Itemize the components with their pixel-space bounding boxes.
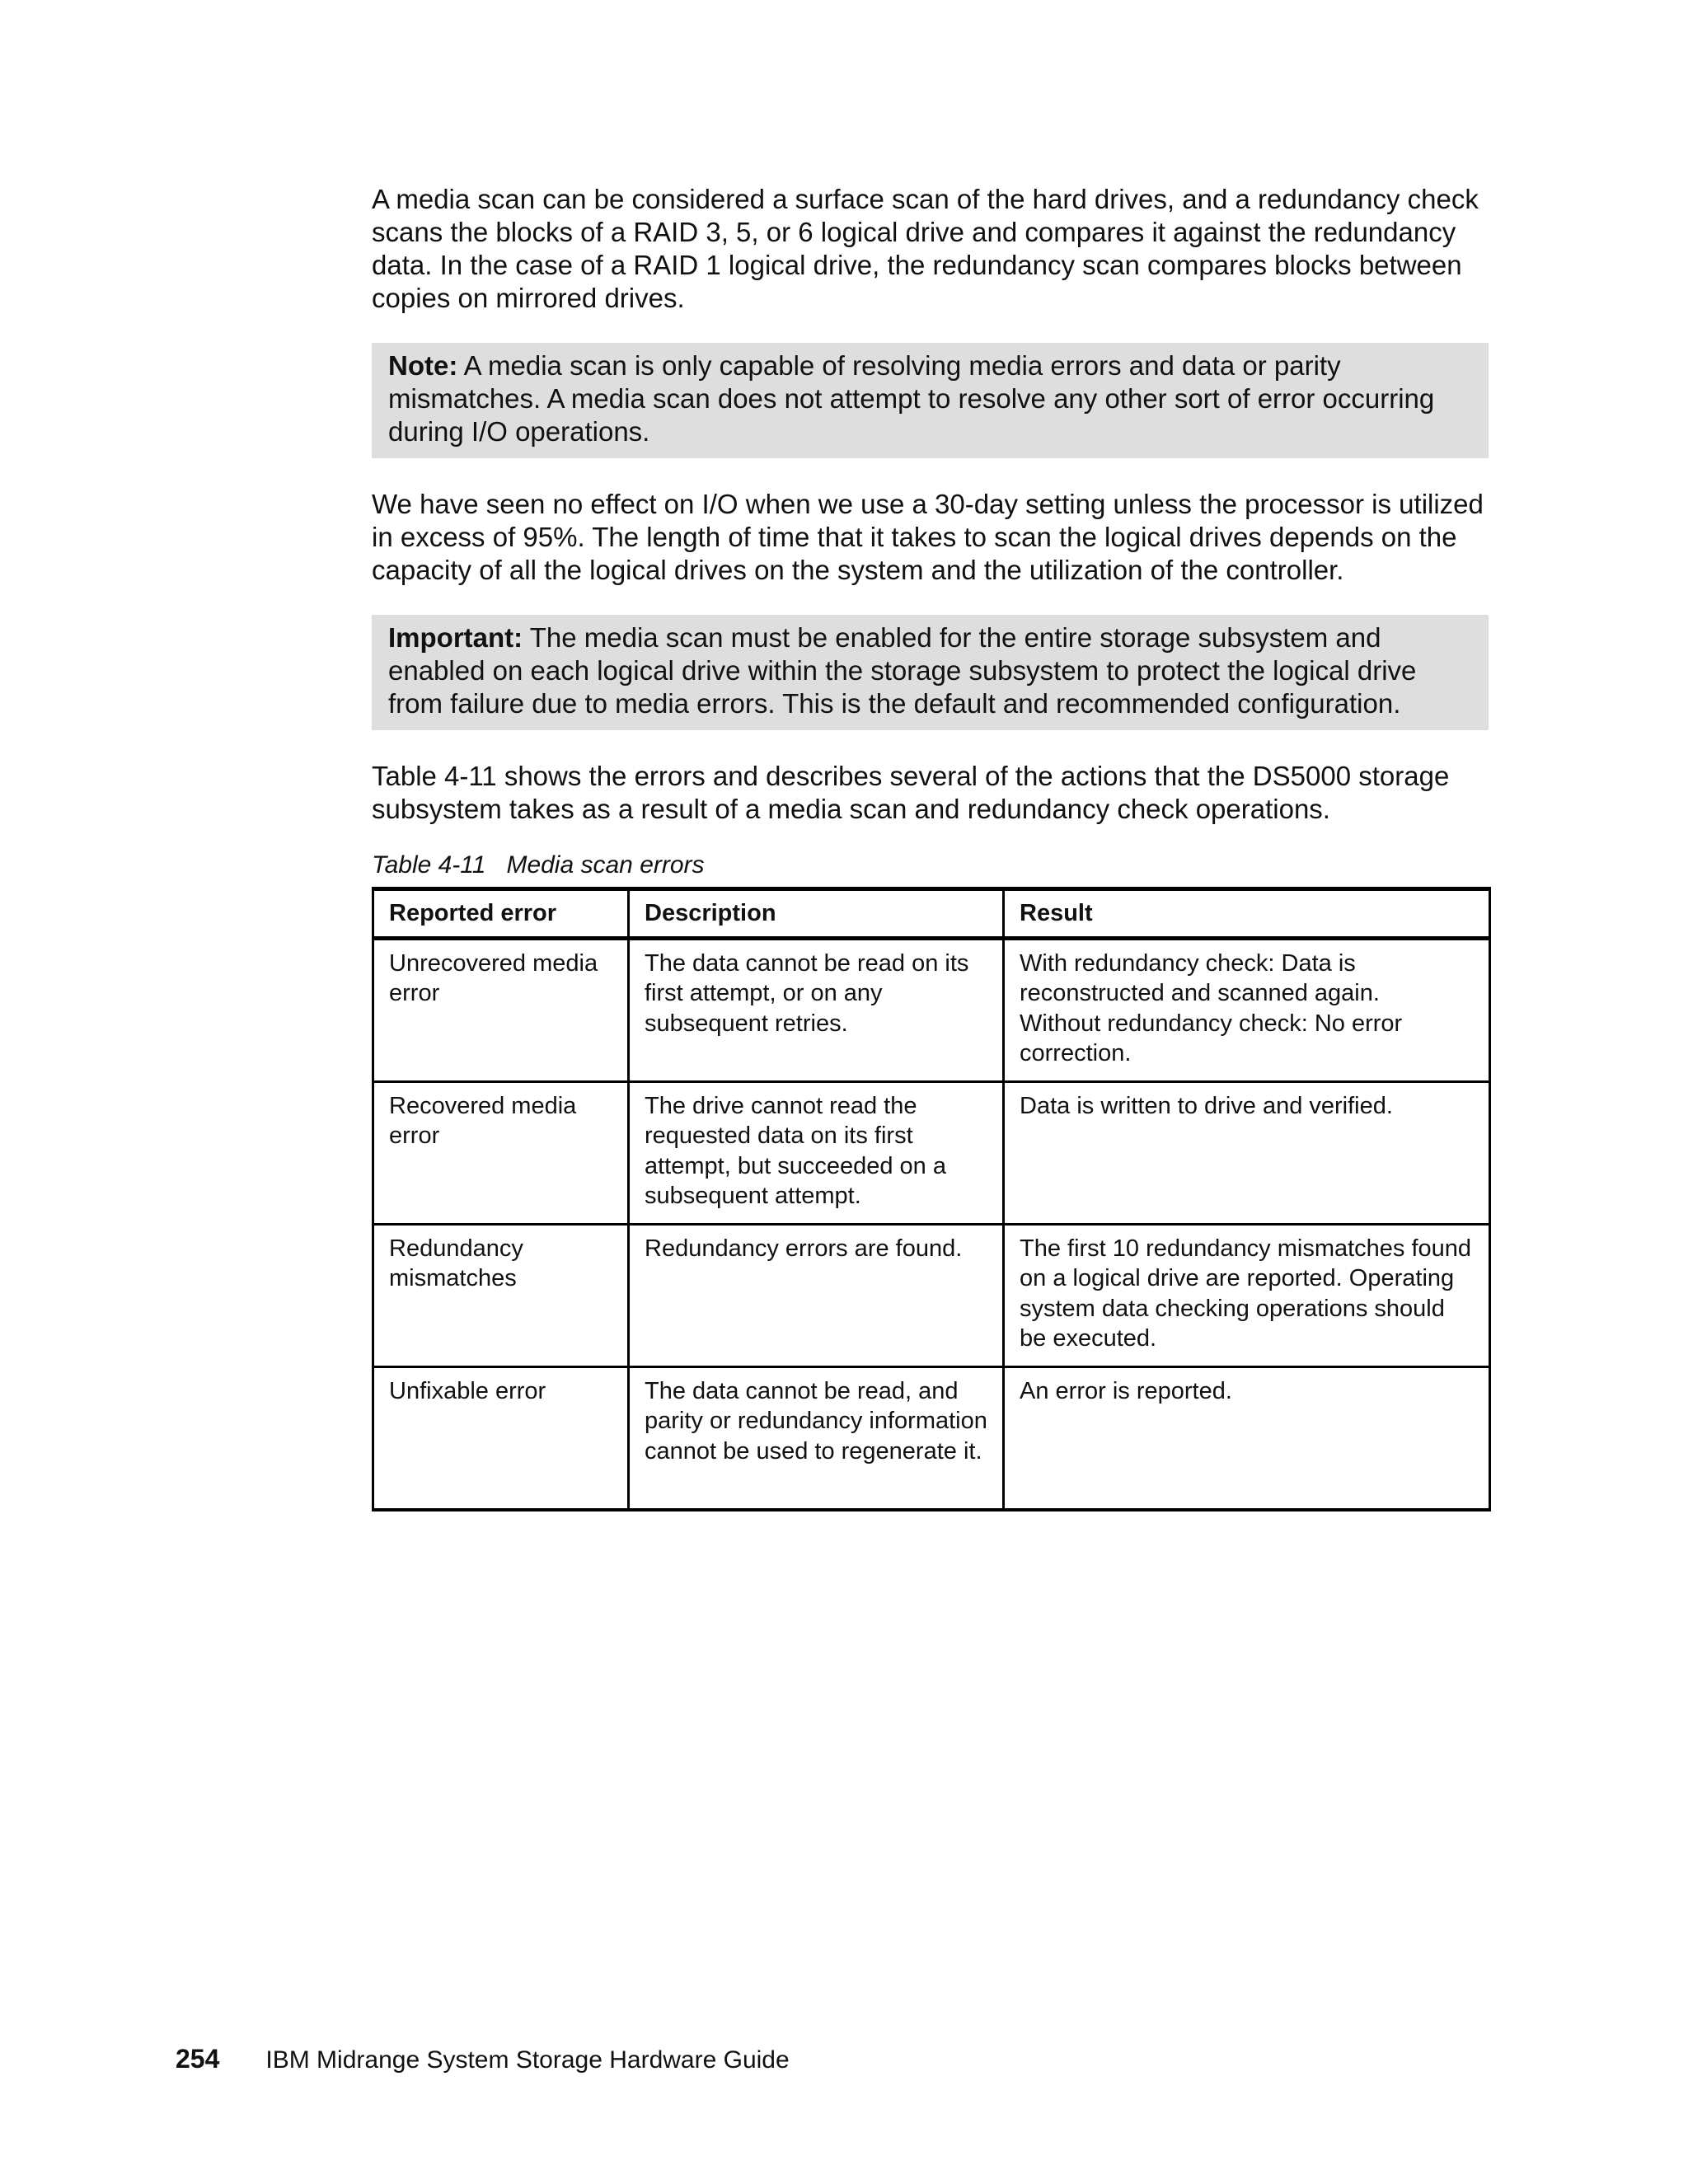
page-number: 254 — [176, 2044, 220, 2074]
cell-result: An error is reported. — [1004, 1366, 1490, 1510]
cell-description: The drive cannot read the requested data on its first attempt, but succeeded on a subsequent attempt. — [629, 1081, 1004, 1224]
cell-result: The first 10 redundancy mismatches found on a logical drive are reported. Operating system data checking operations should be executed. — [1004, 1224, 1490, 1366]
table-row — [373, 1366, 1490, 1510]
intro-paragraph: A media scan can be considered a surface scan of the hard drives, and a redundancy check scans the blocks of a RAID 3, 5, or 6 logical drive and compares it against the redundancy data. In the case of a RAID 1 logical drive, the redundancy scan compares blocks between copies on mirrored drives. — [372, 184, 1479, 313]
important-callout — [372, 615, 1489, 730]
note-lead: Note: — [388, 350, 458, 381]
cell-reported-error: Redundancy mismatches — [373, 1224, 629, 1366]
cell-description: The data cannot be read on its first attempt, or on any subsequent retries. — [629, 938, 1004, 1081]
header-result: Result — [1004, 889, 1490, 939]
page-content — [372, 183, 1489, 1511]
effect-paragraph: We have seen no effect on I/O when we use a 30-day setting unless the processor is utilized in excess of 95%. The length of time that it takes to scan the logical drives depends on the capacity of all the logical drives on the system and the utilization of the controller. — [372, 489, 1484, 585]
header-description: Description — [629, 889, 1004, 939]
table-row — [373, 938, 1490, 1081]
note-callout — [372, 343, 1489, 458]
cell-reported-error: Unfixable error — [373, 1366, 629, 1510]
page-footer — [176, 2042, 790, 2077]
table-intro-paragraph: Table 4-11 shows the errors and describes several of the actions that the DS5000 storage subsystem takes as a result of a media scan and redundancy check operations. — [372, 761, 1450, 824]
table-row — [373, 1224, 1490, 1366]
cell-description: The data cannot be read, and parity or redundancy information cannot be used to regenerate it. — [629, 1366, 1004, 1510]
cell-description: Redundancy errors are found. — [629, 1224, 1004, 1366]
table-header-row — [373, 889, 1490, 939]
note-text: A media scan is only capable of resolving media errors and data or parity mismatches. A media scan does not attempt to resolve any other sort of error occurring during I/O operations. — [388, 350, 1435, 447]
table-row — [373, 1081, 1490, 1224]
cell-result: With redundancy check: Data is reconstructed and scanned again. Without redundancy check: No error correction. — [1004, 938, 1490, 1081]
important-lead: Important: — [388, 622, 523, 653]
important-text: The media scan must be enabled for the entire storage subsystem and enabled on each logical drive within the storage subsystem to protect the logical drive from failure due to media errors. This is the default and recommended configuration. — [388, 622, 1417, 719]
table-caption: Table 4-11 Media scan errors — [372, 851, 705, 879]
cell-reported-error: Recovered media error — [373, 1081, 629, 1224]
cell-result: Data is written to drive and verified. — [1004, 1081, 1490, 1224]
media-scan-errors-table — [372, 887, 1491, 1511]
book-title: IBM Midrange System Storage Hardware Guide — [265, 2046, 790, 2074]
cell-reported-error: Unrecovered media error — [373, 938, 629, 1081]
header-reported-error: Reported error — [373, 889, 629, 939]
